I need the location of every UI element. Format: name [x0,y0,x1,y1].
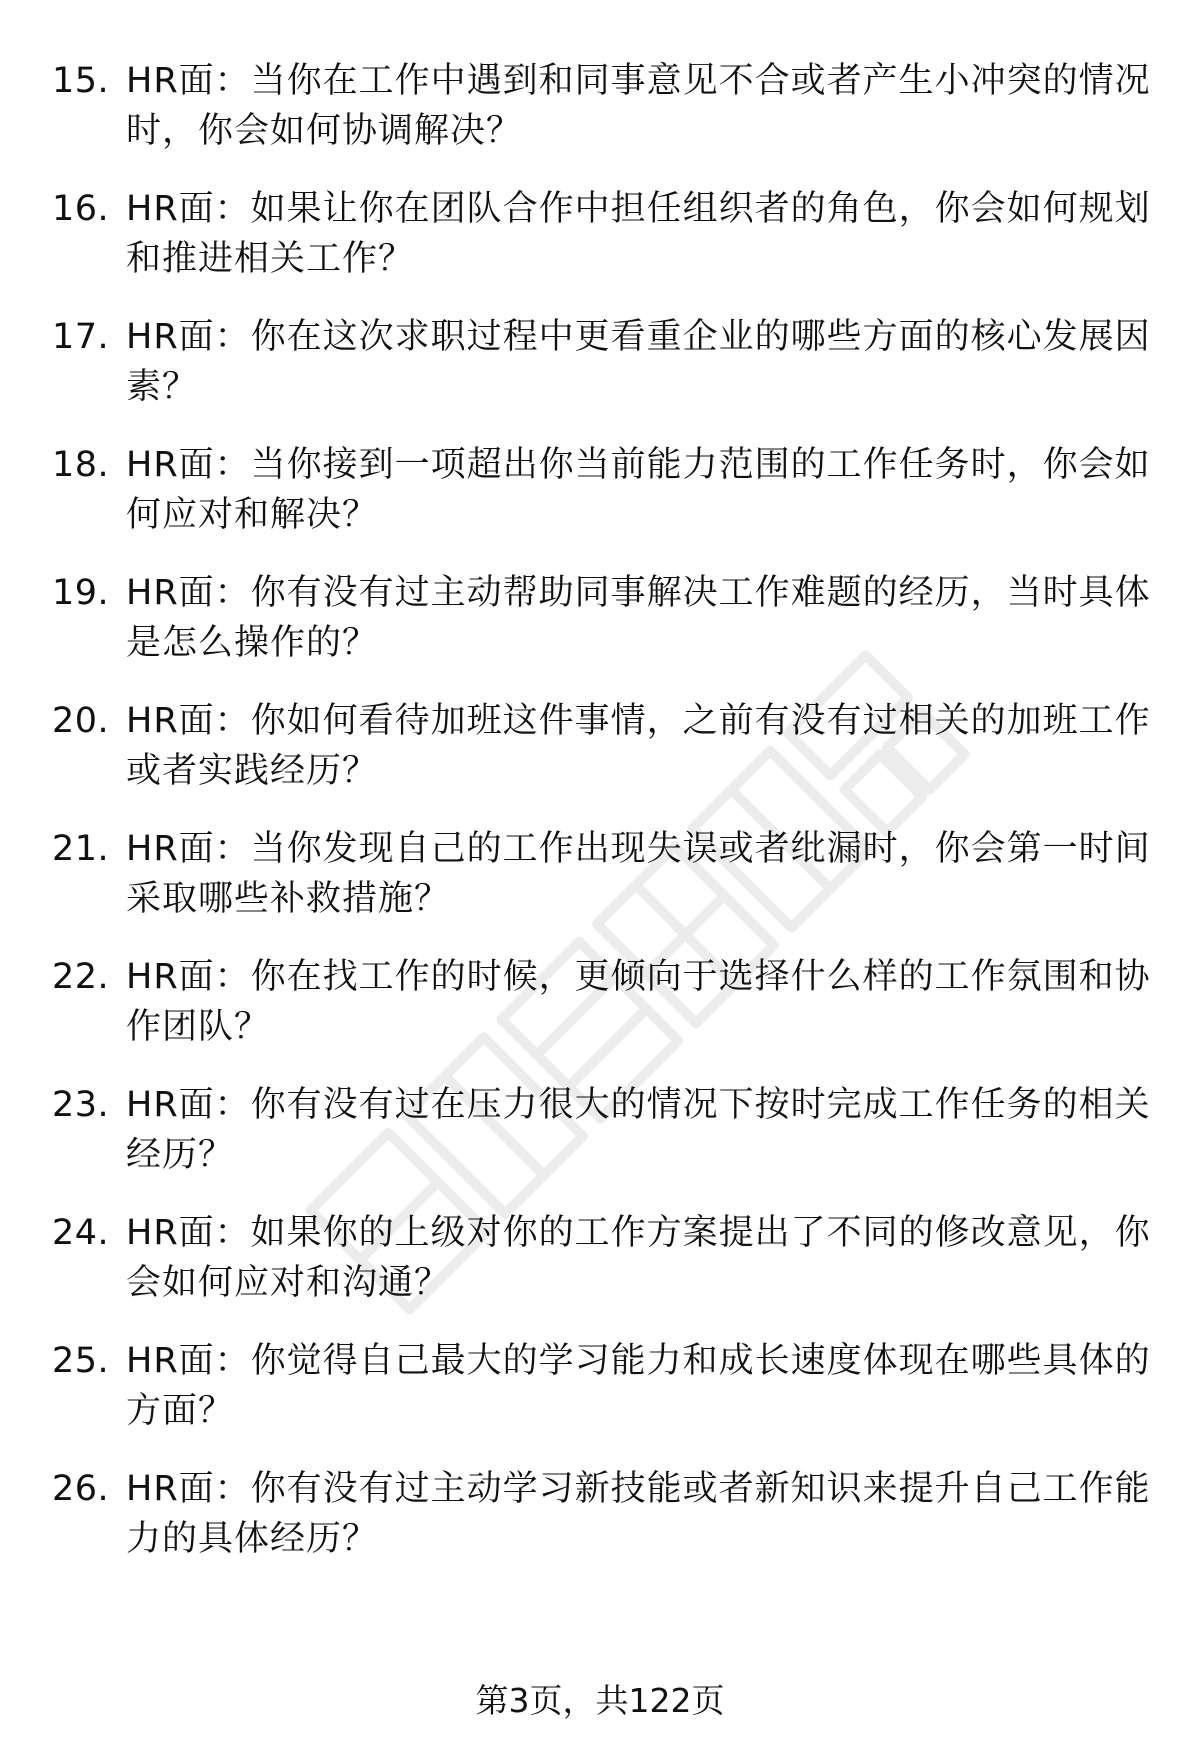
question-item-23 [0,1080,1200,1190]
question-text: HR面：你有没有过在压力很大的情况下按时完成工作任务的相关经历？ [126,1085,1151,1175]
question-item-21 [0,824,1200,934]
question-item-20 [0,696,1200,806]
question-text: HR面：当你在工作中遇到和同事意见不合或者产生小冲突的情况时，你会如何协调解决？ [126,61,1151,151]
question-item-15 [0,56,1200,166]
question-number: 23. [52,1085,110,1125]
question-item-17 [0,312,1200,422]
question-text: HR面：你在找工作的时候，更倾向于选择什么样的工作氛围和协作团队？ [126,957,1151,1047]
question-text: HR面：你有没有过主动帮助同事解决工作难题的经历，当时具体是怎么操作的？ [126,573,1151,663]
question-number: 19. [52,573,110,613]
question-number: 24. [52,1213,110,1253]
question-text: HR面：你觉得自己最大的学习能力和成长速度体现在哪些具体的方面？ [126,1341,1151,1431]
question-text: HR面：当你接到一项超出你当前能力范围的工作任务时，你会如何应对和解决？ [126,445,1151,535]
question-item-26 [0,1464,1200,1574]
question-number: 18. [52,445,110,485]
question-text: HR面：你在这次求职过程中更看重企业的哪些方面的核心发展因素？ [126,317,1151,407]
question-number: 15. [52,61,110,101]
question-item-25 [0,1336,1200,1446]
question-text: HR面：如果让你在团队合作中担任组织者的角色，你会如何规划和推进相关工作？ [126,189,1151,279]
question-number: 20. [52,701,110,741]
question-item-19 [0,568,1200,678]
question-text: HR面：当你发现自己的工作出现失误或者纰漏时，你会第一时间采取哪些补救措施？ [126,829,1151,919]
question-number: 26. [52,1469,110,1509]
question-item-22 [0,952,1200,1062]
question-item-18 [0,440,1200,550]
question-number: 16. [52,189,110,229]
question-number: 22. [52,957,110,997]
question-item-24 [0,1208,1200,1318]
question-text: HR面：你如何看待加班这件事情，之前有没有过相关的加班工作或者实践经历？ [126,701,1151,791]
question-number: 17. [52,317,110,357]
question-item-16 [0,184,1200,294]
question-text: HR面：如果你的上级对你的工作方案提出了不同的修改意见，你会如何应对和沟通？ [126,1213,1151,1303]
question-list [0,56,1200,1592]
question-text: HR面：你有没有过主动学习新技能或者新知识来提升自己工作能力的具体经历？ [126,1469,1151,1559]
page-footer: 第3页，共122页 [475,1681,725,1720]
question-number: 21. [52,829,110,869]
question-number: 25. [52,1341,110,1381]
